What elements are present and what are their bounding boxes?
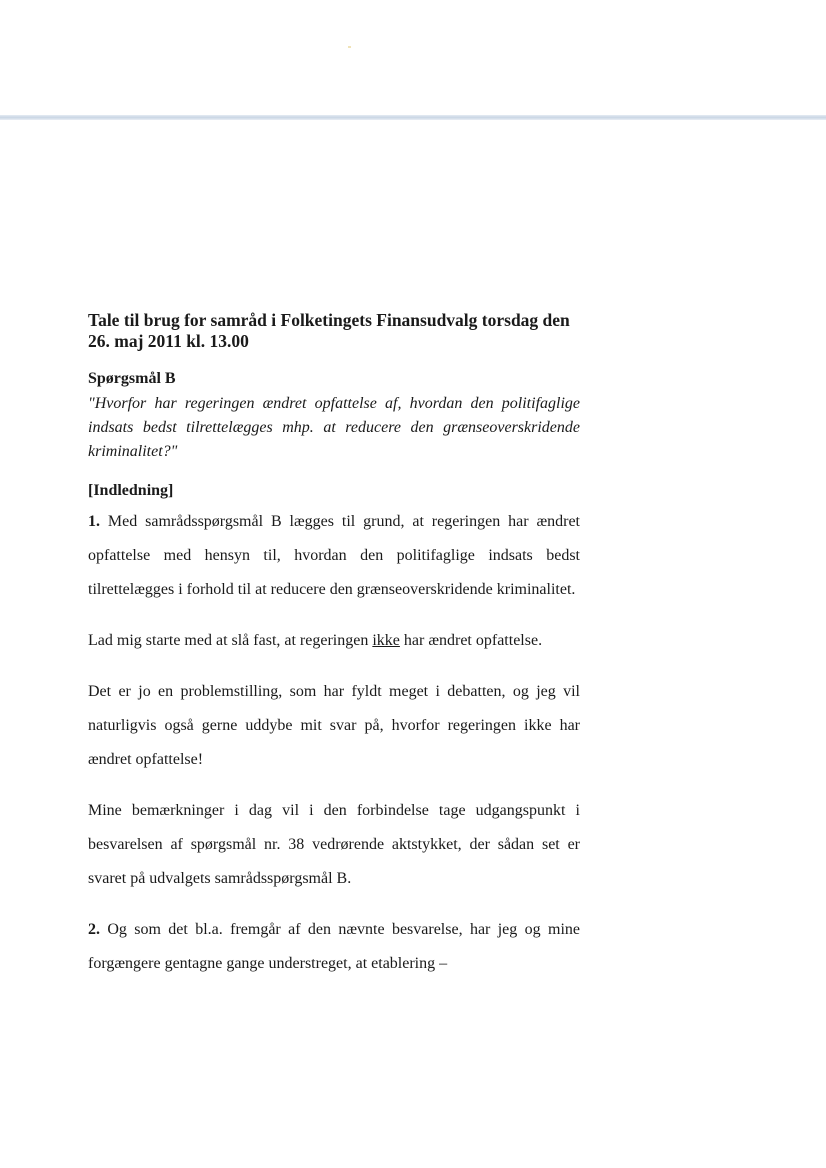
paragraph-text: Lad mig starte med at slå fast, at regeringen	[88, 632, 373, 649]
header-rule	[0, 115, 826, 120]
paragraph-number: 1.	[88, 513, 100, 530]
underlined-word: ikke	[372, 632, 400, 649]
paragraph-3: Det er jo en problemstilling, som har fyldt meget i debatten, og jeg vil naturligvis også gerne uddybe mit svar på, hvorfor regeringen ikke har ændret opfattelse!	[88, 683, 580, 768]
section-heading: [Indledning]	[88, 482, 174, 499]
paragraph-1	[88, 505, 580, 607]
question-text: "Hvorfor har regeringen ændret opfattelse af, hvordan den politifaglige indsats bedst tilrettelægges mhp. at reducere den grænseoverskridende kriminalitet?"	[88, 395, 580, 460]
paragraph-text: Og som det bl.a. fremgår af den nævnte besvarelse, har jeg og mine forgængere gentagne gange understreget, at etablering –	[88, 921, 580, 972]
paragraph-text: har ændret opfattelse.	[399, 632, 543, 649]
document-title: Tale til brug for samråd i Folketingets Finansudvalg torsdag den 26. maj 2011 kl. 13.00	[88, 310, 570, 351]
paragraph-text: Med samrådsspørgsmål B lægges til grund, at regeringen har ændret opfattelse med hensyn til, hvordan den politifaglige indsats bedst tilrettelægges i forhold til at reducere den grænseoverskridende kriminalitet.	[88, 513, 580, 598]
paragraph-number: 2.	[88, 921, 100, 938]
paragraph-4: Mine bemærkninger i dag vil i den forbindelse tage udgangspunkt i besvarelsen af spørgsmål nr. 38 vedrørende aktstykket, der sådan set er svaret på udvalgets samrådsspørgsmål B.	[88, 802, 580, 887]
scan-speck	[348, 46, 351, 48]
question-heading: Spørgsmål B	[88, 370, 176, 387]
paragraph-2	[88, 624, 580, 658]
document-body	[88, 310, 580, 998]
paragraph-5	[88, 913, 580, 981]
